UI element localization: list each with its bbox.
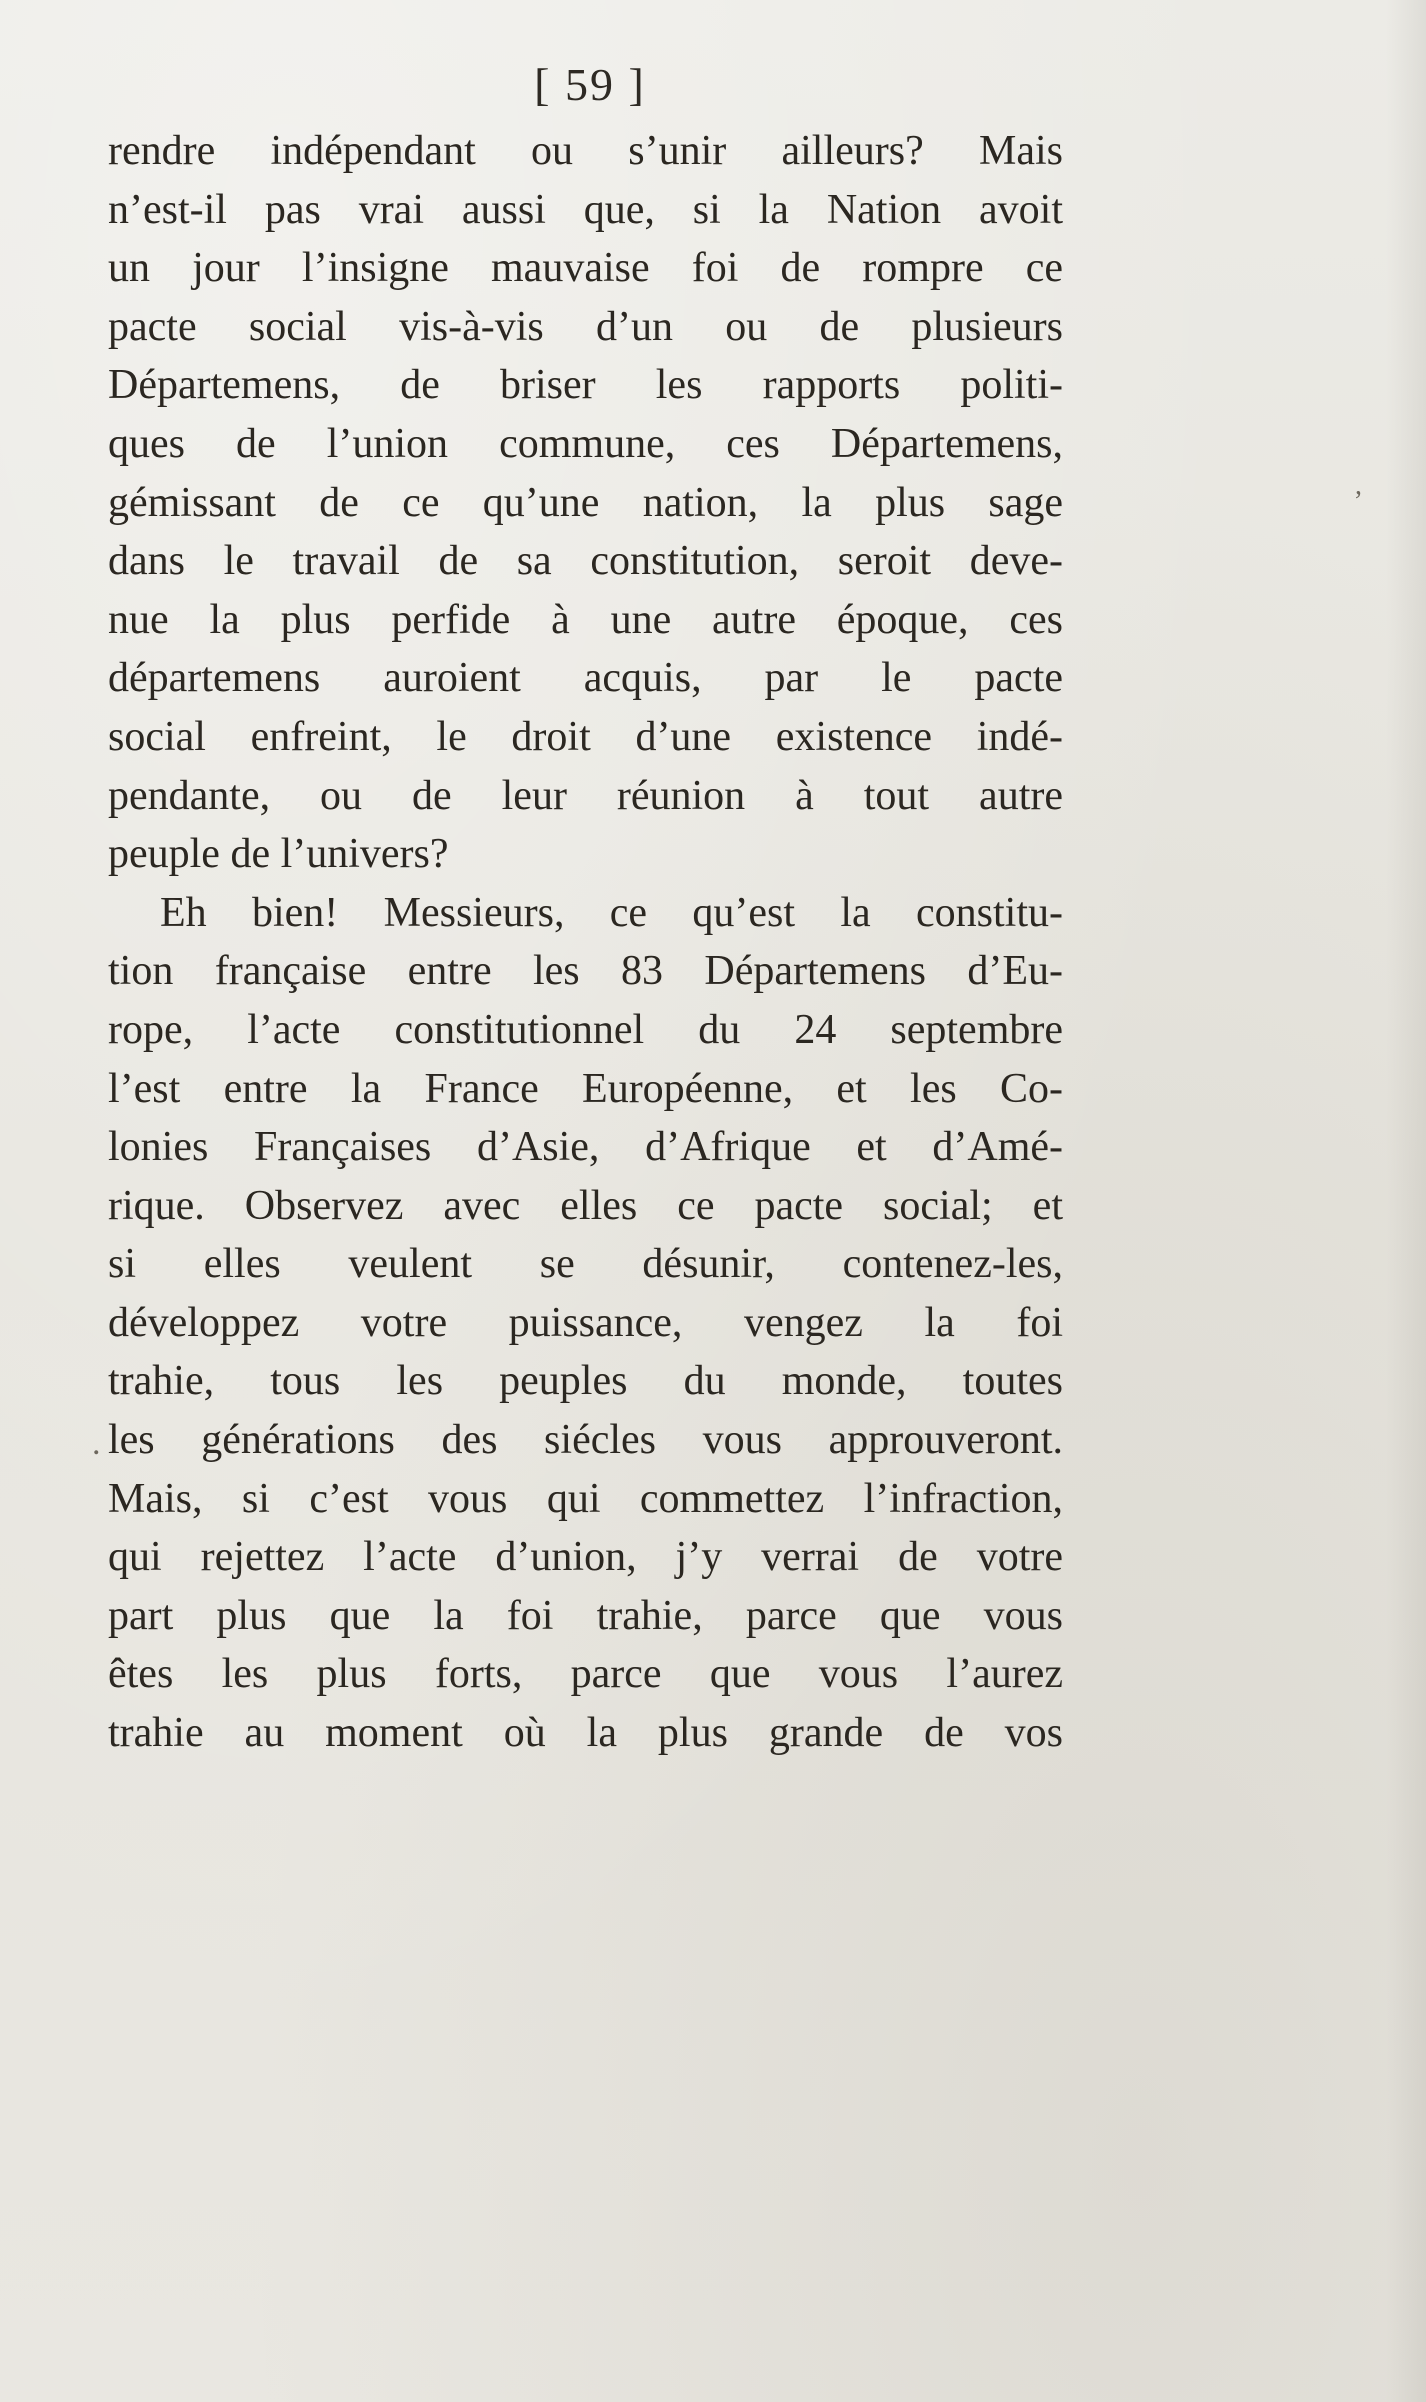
text-line: part plus que la foi trahie, parce que vous bbox=[108, 1592, 1063, 1639]
text-line: rendre indépendant ou s’unir ailleurs? Mais bbox=[108, 128, 1063, 174]
text-line: social enfreint, le droit d’une existence indé- bbox=[108, 713, 1063, 760]
body-text bbox=[108, 122, 1063, 1763]
text-line: qui rejettez l’acte d’union, j’y verrai de votre bbox=[108, 1534, 1063, 1581]
text-line: si elles veulent se désunir, contenez-les, bbox=[108, 1241, 1063, 1288]
text-line: trahie, tous les peuples du monde, toutes bbox=[108, 1358, 1063, 1405]
text-line: peuple de l’univers? bbox=[108, 831, 449, 878]
text-line: rope, l’acte constitutionnel du 24 septembre bbox=[108, 1006, 1063, 1053]
text-line: Mais, si c’est vous qui commettez l’infraction, bbox=[108, 1475, 1063, 1522]
text-line: Départemens, de briser les rapports politi- bbox=[108, 362, 1063, 409]
text-line: pacte social vis-à-vis d’un ou de plusieurs bbox=[108, 303, 1063, 350]
text-line: pendante, ou de leur réunion à tout autre bbox=[108, 772, 1063, 819]
text-line: gémissant de ce qu’une nation, la plus sage bbox=[108, 479, 1063, 526]
stray-mark: , bbox=[1355, 470, 1362, 501]
text-line: l’est entre la France Européenne, et les Co- bbox=[108, 1065, 1063, 1112]
text-line: ques de l’union commune, ces Départemens, bbox=[108, 420, 1063, 467]
text-line: Eh bien! Messieurs, ce qu’est la constitu- bbox=[160, 889, 1063, 936]
text-line: les générations des siécles vous approuveront. bbox=[108, 1417, 1063, 1464]
text-line: n’est-il pas vrai aussi que, si la Nation avoit bbox=[108, 186, 1063, 233]
text-line: nue la plus perfide à une autre époque, ces bbox=[108, 596, 1063, 643]
page-number: [ 59 ] bbox=[534, 59, 646, 110]
stray-mark: . bbox=[92, 1425, 101, 1462]
text-line: un jour l’insigne mauvaise foi de rompre ce bbox=[108, 245, 1063, 292]
text-line: rique. Observez avec elles ce pacte social; et bbox=[108, 1182, 1063, 1229]
text-line: dans le travail de sa constitution, seroit deve- bbox=[108, 538, 1063, 585]
page-edge-shadow bbox=[1386, 0, 1426, 2402]
text-line: trahie au moment où la plus grande de vos bbox=[108, 1710, 1063, 1757]
text-line: êtes les plus forts, parce que vous l’aurez bbox=[108, 1651, 1063, 1698]
text-line: lonies Françaises d’Asie, d’Afrique et d’Amé- bbox=[108, 1124, 1063, 1171]
text-line: tion française entre les 83 Départemens d’Eu- bbox=[108, 948, 1063, 995]
text-line: développez votre puissance, vengez la foi bbox=[108, 1299, 1063, 1346]
text-line: départemens auroient acquis, par le pacte bbox=[108, 655, 1063, 702]
